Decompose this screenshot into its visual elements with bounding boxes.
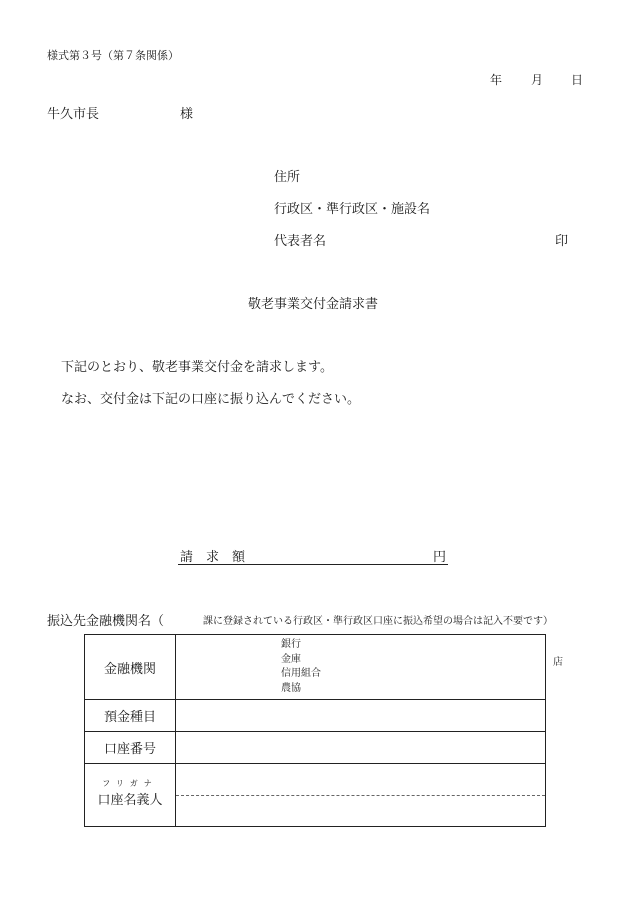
- branch-suffix: 店: [553, 657, 563, 668]
- addressee-name: 牛久市長: [47, 107, 100, 122]
- account-holder-furigana-field[interactable]: [176, 764, 545, 795]
- body-line-2: なお、交付金は下記の口座に振り込んでください。: [61, 392, 361, 407]
- district-label: 行政区・準行政区・施設名: [274, 202, 431, 217]
- account-holder-cell: [85, 764, 176, 827]
- institution-field[interactable]: [176, 635, 563, 700]
- account-number-label: 口座番号: [85, 732, 176, 764]
- claim-amount-underline: [178, 564, 448, 565]
- furigana-label: フリガナ: [102, 779, 158, 788]
- claim-amount-unit: 円: [433, 550, 447, 565]
- bank-section-heading: 振込先金融機関名（: [47, 614, 165, 629]
- account-holder-label: 口座名義人: [97, 793, 163, 808]
- institution-type-bank: 銀行: [281, 639, 301, 650]
- deposit-type-label: 預金種目: [85, 700, 176, 732]
- date-year-label: 年: [490, 73, 503, 87]
- date-day-label: 日: [571, 73, 584, 87]
- bank-section-note: 課に登録されている行政区・準行政区口座に振込希望の場合は記入不要です）: [203, 616, 553, 627]
- seal-mark: 印: [555, 234, 569, 249]
- form-number: 様式第３号（第７条関係）: [47, 49, 179, 62]
- deposit-type-field[interactable]: [176, 700, 546, 732]
- account-holder-field[interactable]: [176, 764, 546, 827]
- bank-account-table: [84, 634, 563, 827]
- institution-type-ja: 農協: [281, 682, 301, 694]
- institution-type-shinkin: 金庫: [281, 653, 301, 665]
- claim-amount-label: 請 求 額: [180, 550, 246, 565]
- document-title: 敬老事業交付金請求書: [248, 297, 379, 312]
- institution-label: 金融機関: [85, 635, 176, 700]
- date-month-label: 月: [531, 73, 544, 87]
- account-holder-name-field[interactable]: [176, 795, 545, 826]
- institution-type-list: [281, 638, 321, 696]
- address-label: 住所: [274, 170, 301, 185]
- institution-type-credit-union: 信用組合: [281, 668, 321, 679]
- representative-label: 代表者名: [274, 234, 327, 249]
- account-number-field[interactable]: [176, 732, 546, 764]
- addressee-honorific: 様: [180, 107, 194, 122]
- body-line-1: 下記のとおり、敬老事業交付金を請求します。: [61, 360, 333, 375]
